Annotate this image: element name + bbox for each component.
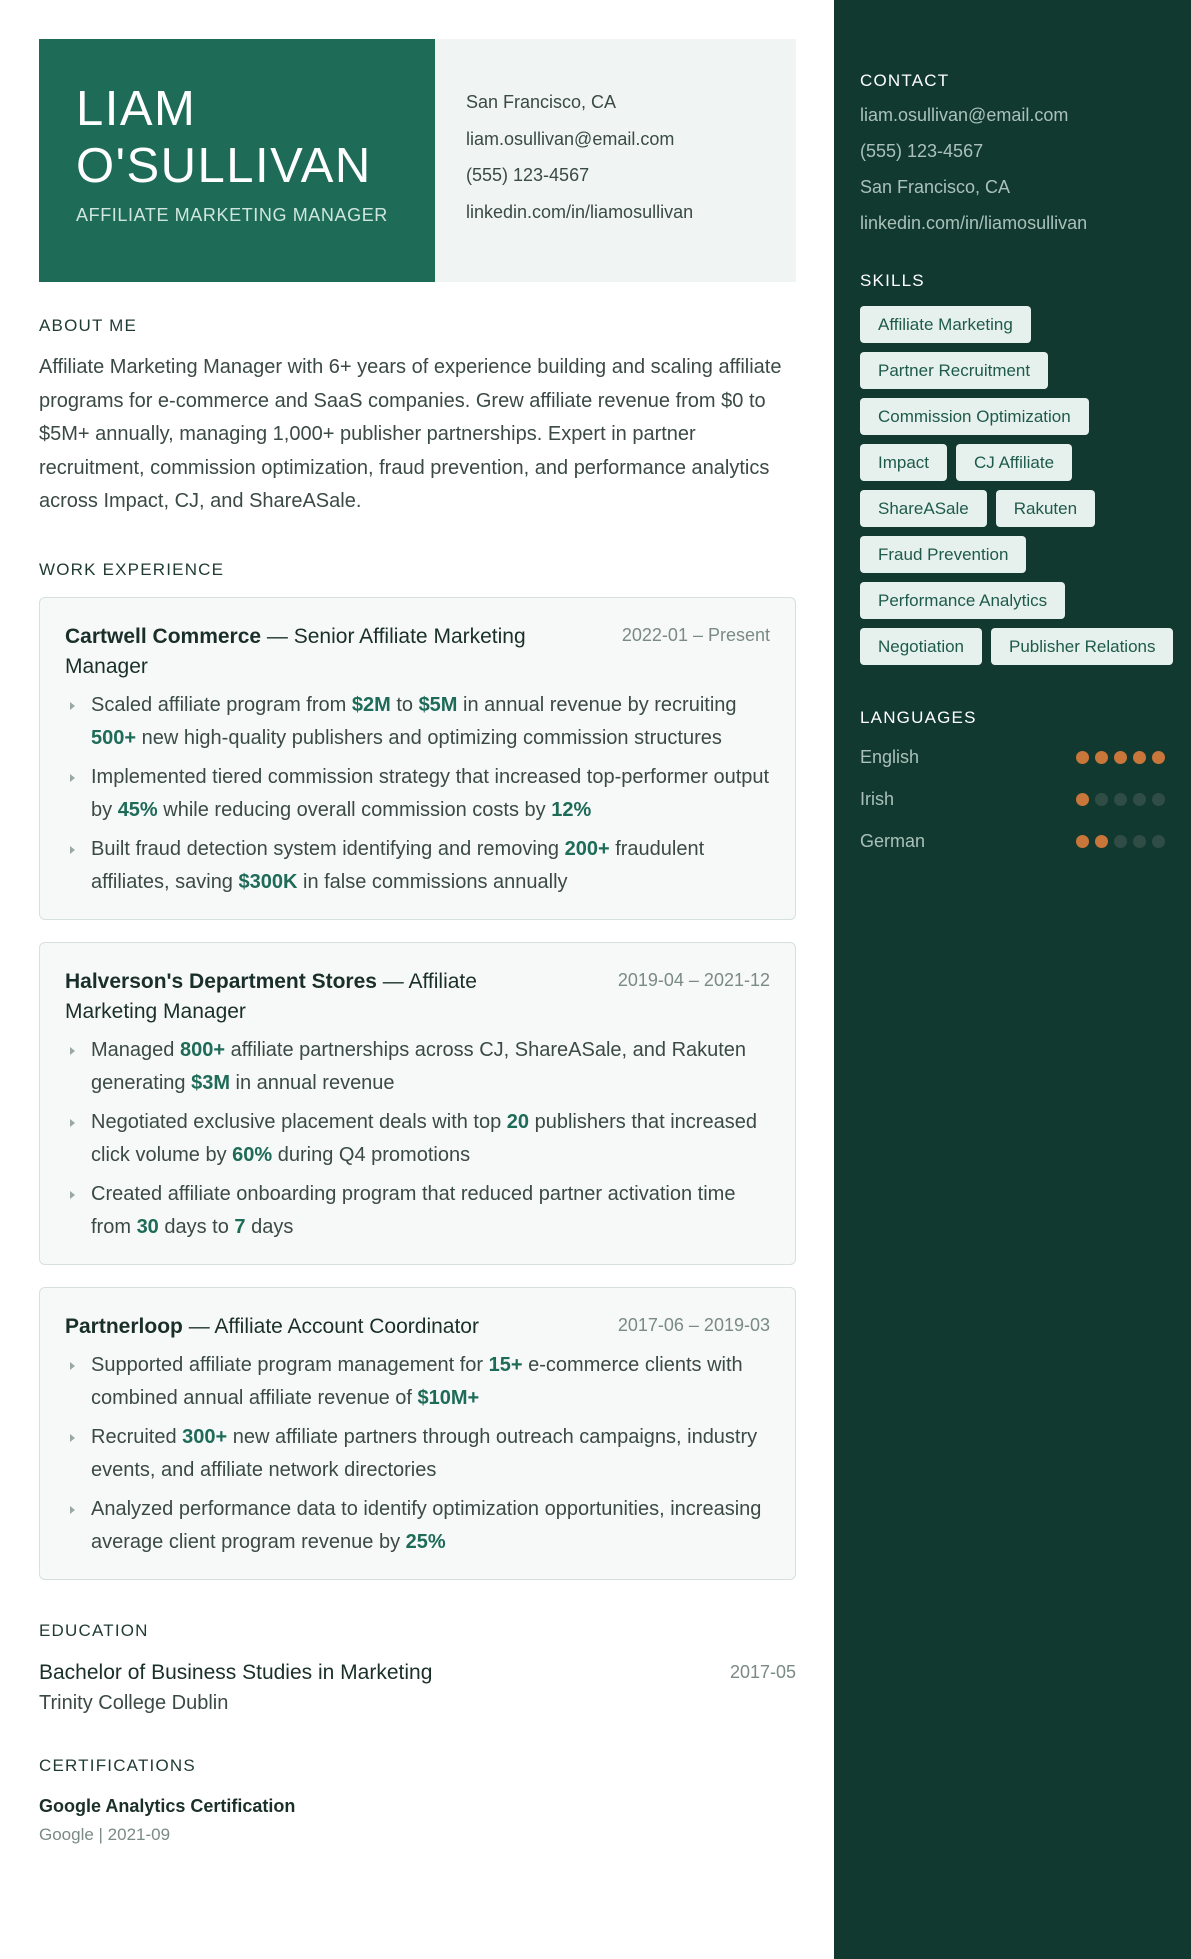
job-dates: 2017-06 – 2019-03 <box>617 1314 770 1335</box>
job-bullet <box>65 689 770 756</box>
school: Trinity College Dublin <box>39 1691 229 1714</box>
bullet-text: Managed <box>91 1038 180 1061</box>
metric-highlight: 500+ <box>91 727 137 749</box>
metric-highlight: 45% <box>117 799 158 821</box>
job-card <box>39 597 796 920</box>
header-phone[interactable]: (555) 123-4567 <box>466 165 590 185</box>
rating-dot-filled-icon <box>1152 751 1165 764</box>
certifications-section-title: CERTIFICATIONS <box>39 1755 196 1775</box>
bullet-arrow-icon <box>70 1434 75 1442</box>
bullet-text: new high-quality publishers and optimizing commission structures <box>136 727 722 749</box>
bullet-text: Built fraud detection system identifying and removing <box>91 837 565 860</box>
bullet-arrow-icon <box>70 702 75 710</box>
sidebar-contact-title: CONTACT <box>860 71 950 90</box>
rating-dot-empty-icon <box>1114 793 1127 806</box>
skill-chip: Affiliate Marketing <box>860 306 1031 343</box>
metric-highlight: $3M <box>191 1072 230 1094</box>
skill-chip: Negotiation <box>860 628 982 665</box>
languages-list <box>860 736 1165 862</box>
bullet-text: Analyzed performance data to identify optimization opportunities, increasing average client program revenue by <box>91 1497 762 1553</box>
job-list <box>39 597 796 1580</box>
bullet-text: Supported affiliate program management for <box>91 1353 489 1376</box>
bullet-arrow-icon <box>70 1047 75 1055</box>
language-row <box>860 778 1165 820</box>
bullet-text: new affiliate partners through outreach campaigns, industry events, and affiliate network directories <box>91 1425 758 1481</box>
job-position: — Senior Affiliate Marketing Manager <box>65 624 526 678</box>
metric-highlight: 7 <box>234 1216 246 1238</box>
header-contact <box>435 39 796 282</box>
metric-highlight: 30 <box>136 1216 159 1238</box>
bullet-text: while reducing overall commission costs by <box>157 799 552 821</box>
job-position: — Affiliate Marketing Manager <box>65 969 477 1023</box>
rating-dot-empty-icon <box>1095 793 1108 806</box>
job-dates: 2019-04 – 2021-12 <box>617 969 770 990</box>
rating-dot-filled-icon <box>1076 793 1089 806</box>
metric-highlight: 300+ <box>182 1425 228 1448</box>
name-block <box>39 39 435 282</box>
bullet-arrow-icon <box>70 1119 75 1127</box>
bullet-arrow-icon <box>70 1191 75 1199</box>
skill-chip: Fraud Prevention <box>860 536 1026 573</box>
sidebar-phone[interactable]: (555) 123-4567 <box>860 141 984 161</box>
languages-title: LANGUAGES <box>860 708 977 727</box>
job-heading <box>65 1312 479 1342</box>
bullet-text: Created affiliate onboarding program that reduced partner activation time from <box>91 1182 736 1238</box>
rating-dot-empty-icon <box>1152 793 1165 806</box>
certification-meta: Google | 2021-09 <box>39 1824 171 1844</box>
sidebar-contact-list <box>860 104 1191 248</box>
bullet-text: days <box>245 1216 294 1238</box>
job-bullets <box>65 689 770 900</box>
name-line-last: O'SULLIVAN <box>76 139 372 193</box>
job-card <box>39 942 796 1265</box>
language-level-rating <box>1076 793 1165 806</box>
job-position: — Affiliate Account Coordinator <box>182 1314 479 1338</box>
bullet-arrow-icon <box>70 1362 75 1370</box>
bullet-text: Implemented tiered commission strategy that increased top-performer output by <box>91 765 770 821</box>
bullet-arrow-icon <box>70 1506 75 1514</box>
rating-dot-empty-icon <box>1133 793 1146 806</box>
about-section-title: ABOUT ME <box>39 316 138 335</box>
job-bullets <box>65 1349 770 1560</box>
certification-name: Google Analytics Certification <box>39 1795 296 1816</box>
main-column <box>39 39 796 1850</box>
job-dates: 2022-01 – Present <box>621 624 770 645</box>
bullet-text: in false commissions annually <box>297 871 568 893</box>
job-card <box>39 1287 796 1580</box>
job-bullet <box>65 1178 770 1245</box>
skill-chip: CJ Affiliate <box>956 444 1072 481</box>
rating-dot-filled-icon <box>1076 751 1089 764</box>
bullet-text: in annual revenue <box>229 1072 395 1094</box>
skill-chip: Publisher Relations <box>991 628 1173 665</box>
language-name: English <box>860 746 920 767</box>
job-bullet <box>65 1106 770 1173</box>
skills-list <box>860 306 1180 665</box>
bullet-text: fraudulent affiliates, saving <box>91 837 705 893</box>
rating-dot-filled-icon <box>1076 835 1089 848</box>
degree: Bachelor of Business Studies in Marketing <box>39 1660 433 1684</box>
job-heading <box>65 967 565 1027</box>
metric-highlight: 20 <box>506 1110 530 1133</box>
rating-dot-filled-icon <box>1095 751 1108 764</box>
metric-highlight: 200+ <box>564 837 610 860</box>
job-bullet <box>65 1349 770 1416</box>
job-role: AFFILIATE MARKETING MANAGER <box>76 205 388 225</box>
skills-title: SKILLS <box>860 271 925 290</box>
bullet-text: affiliate partnerships across CJ, ShareASale, and Rakuten generating <box>91 1038 747 1094</box>
metric-highlight: 800+ <box>179 1038 226 1061</box>
sidebar-linkedin[interactable]: linkedin.com/in/liamosullivan <box>860 213 1088 233</box>
rating-dot-filled-icon <box>1095 835 1108 848</box>
bullet-text: publishers that increased click volume by <box>91 1110 757 1166</box>
job-bullet <box>65 1493 770 1560</box>
education-entry <box>39 1658 796 1688</box>
metric-highlight: 60% <box>232 1144 273 1166</box>
job-heading <box>65 622 565 682</box>
language-row <box>860 820 1165 862</box>
metric-highlight: 25% <box>405 1531 446 1553</box>
bullet-text: Negotiated exclusive placement deals with top <box>91 1110 507 1133</box>
rating-dot-empty-icon <box>1114 835 1127 848</box>
header-email[interactable]: liam.osullivan@email.com <box>466 128 675 149</box>
language-row <box>860 736 1165 778</box>
language-name: German <box>860 830 926 851</box>
work-section-title: WORK EXPERIENCE <box>39 559 225 579</box>
bullet-text: in annual revenue by recruiting <box>457 693 737 716</box>
sidebar-location: San Francisco, CA <box>860 177 1011 197</box>
rating-dot-filled-icon <box>1114 751 1127 764</box>
skill-chip: Performance Analytics <box>860 582 1065 619</box>
resume-header <box>39 39 796 282</box>
bullet-text: days to <box>158 1216 235 1238</box>
candidate-name <box>76 81 435 195</box>
job-bullet <box>65 1421 770 1488</box>
bullet-text: to <box>390 693 419 716</box>
skill-chip: Commission Optimization <box>860 398 1089 435</box>
job-company: Partnerloop <box>65 1314 183 1338</box>
job-bullet <box>65 1034 770 1101</box>
bullet-arrow-icon <box>70 774 75 782</box>
sidebar-email[interactable]: liam.osullivan@email.com <box>860 105 1069 125</box>
bullet-text: during Q4 promotions <box>272 1144 471 1166</box>
about-text: Affiliate Marketing Manager with 6+ years of experience building and scaling affiliate programs for e-commerce and SaaS companies. Grew affiliate revenue from $0 to $5M+ annually, managing 1,000+ publisher partnerships. Expert in partner recruitment, commission optimization, fraud prevention, and performance analytics across Impact, CJ, and ShareASale. <box>39 356 782 512</box>
language-level-rating <box>1076 751 1165 764</box>
language-level-rating <box>1076 835 1165 848</box>
education-date: 2017-05 <box>729 1661 796 1682</box>
metric-highlight: 15+ <box>488 1353 523 1376</box>
metric-highlight: 12% <box>551 799 592 821</box>
skill-chip: Rakuten <box>996 490 1095 527</box>
metric-highlight: $5M <box>418 693 458 716</box>
education-section-title: EDUCATION <box>39 1620 149 1640</box>
skill-chip: Partner Recruitment <box>860 352 1048 389</box>
name-line-first: LIAM <box>76 82 197 136</box>
job-company: Cartwell Commerce <box>65 624 262 648</box>
job-bullet <box>65 833 770 900</box>
rating-dot-empty-icon <box>1133 835 1146 848</box>
bullet-arrow-icon <box>70 846 75 854</box>
rating-dot-filled-icon <box>1133 751 1146 764</box>
rating-dot-empty-icon <box>1152 835 1165 848</box>
header-location: San Francisco, CA <box>466 92 617 112</box>
job-bullets <box>65 1034 770 1245</box>
bullet-text: Scaled affiliate program from <box>91 693 352 716</box>
bullet-text: e-commerce clients with combined annual affiliate revenue of <box>91 1353 743 1409</box>
job-company: Halverson's Department Stores <box>65 969 377 993</box>
metric-highlight: $2M <box>351 693 391 716</box>
sidebar <box>834 0 1191 1959</box>
metric-highlight: $10M+ <box>417 1387 480 1409</box>
language-name: Irish <box>860 788 895 809</box>
bullet-text: Recruited <box>91 1425 183 1448</box>
job-bullet <box>65 761 770 828</box>
metric-highlight: $300K <box>238 871 298 893</box>
skill-chip: Impact <box>860 444 947 481</box>
header-linkedin[interactable]: linkedin.com/in/liamosullivan <box>466 201 694 222</box>
skill-chip: ShareASale <box>860 490 987 527</box>
